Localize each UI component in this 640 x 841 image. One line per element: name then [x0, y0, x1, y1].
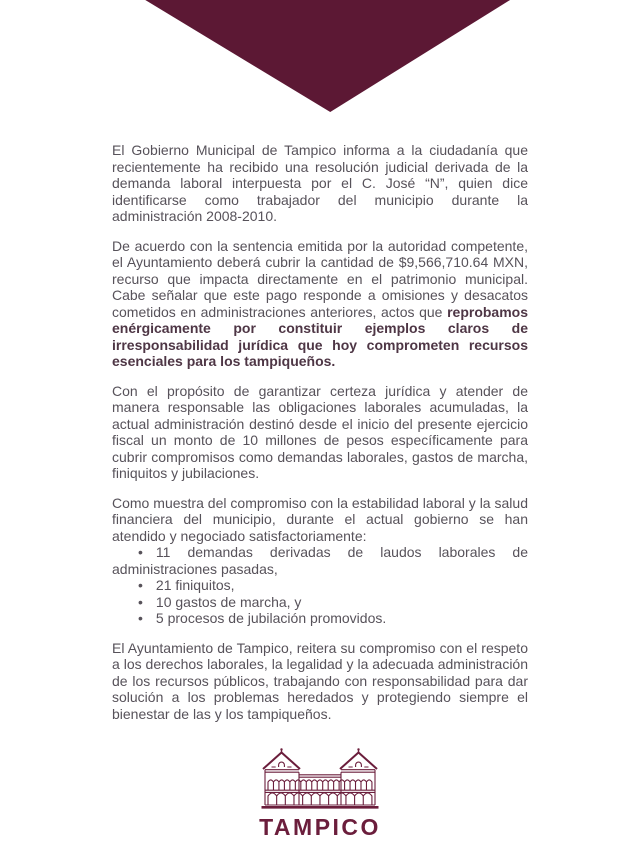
paragraph-compromiso-intro: Como muestra del compromiso con la estabilidad laboral y la salud financiera del municipio, durante el actual gobierno se han atendido y negociado satisfactoriamente: [112, 494, 528, 544]
logo-wordmark: TAMPICO [259, 814, 381, 840]
bullet-icon: • [138, 593, 143, 610]
paragraph-intro: El Gobierno Municipal de Tampico informa a la ciudadanía que recientemente ha recibido una resolución judicial derivada de la demanda laboral interpuesta por el C. José “N”, quien dice identificarse como trabajador del municipio durante la administración 2008-2010. [112, 142, 528, 224]
announcement-body [112, 142, 528, 722]
bullet-icon: • [138, 577, 143, 593]
list-item-gastos-marcha [112, 594, 528, 611]
paragraph-sentencia-normal: De acuerdo con la sentencia emitida por la autoridad competente, el Ayuntamiento deberá cubrir la cantidad de $9,566,710.64 MXN, recurso que impacta directamente en el patrimonio municipal. Cabe señalar que este pago responde a omisiones y desacatos cometidos en administraciones anteriores, actos que [112, 237, 528, 320]
list-item-text: 11 demandas derivadas de laudos laborales de administraciones pasadas, [112, 544, 528, 577]
list-item-text: 10 gastos de marcha, y [155, 593, 302, 610]
list-item-jubilaciones [112, 610, 528, 627]
list-item-text: 21 finiquitos, [155, 577, 235, 593]
list-item-finiquitos [112, 577, 528, 594]
list-item-demandas [112, 544, 528, 577]
paragraph-sentencia [112, 238, 528, 370]
paragraph-cierre: El Ayuntamiento de Tampico, reitera su compromiso con el respeto a los derechos laborales, la legalidad y la adecuada administración de los recursos públicos, trabajando con responsabilidad para dar solución a los problemas heredados y protegiendo siempre el bienestar de las y los tampiqueños. [112, 639, 528, 722]
footer-logo [0, 748, 640, 841]
bold-statement: reprobamos enérgicamente por constituir ejemplos claros de irresponsabilidad jurídica que hoy comprometen recursos esenciales para los tampiqueños. [112, 303, 528, 369]
list-item-text: 5 procesos de jubilación promovidos. [155, 610, 387, 626]
municipal-palace-icon [259, 748, 381, 810]
top-banner-triangle [0, 0, 640, 112]
bullet-icon: • [138, 610, 143, 626]
bullet-icon: • [138, 544, 143, 560]
achievements-list [112, 544, 528, 627]
paragraph-proposito: Con el propósito de garantizar certeza jurídica y atender de manera responsable las obligaciones laborales acumuladas, la actual administración destinó desde el inicio del presente ejercicio fiscal un monto de 10 millones de pesos específicamente para cubrir compromisos como demandas laborales, gastos de marcha, finiquitos y jubilaciones. [112, 382, 528, 481]
